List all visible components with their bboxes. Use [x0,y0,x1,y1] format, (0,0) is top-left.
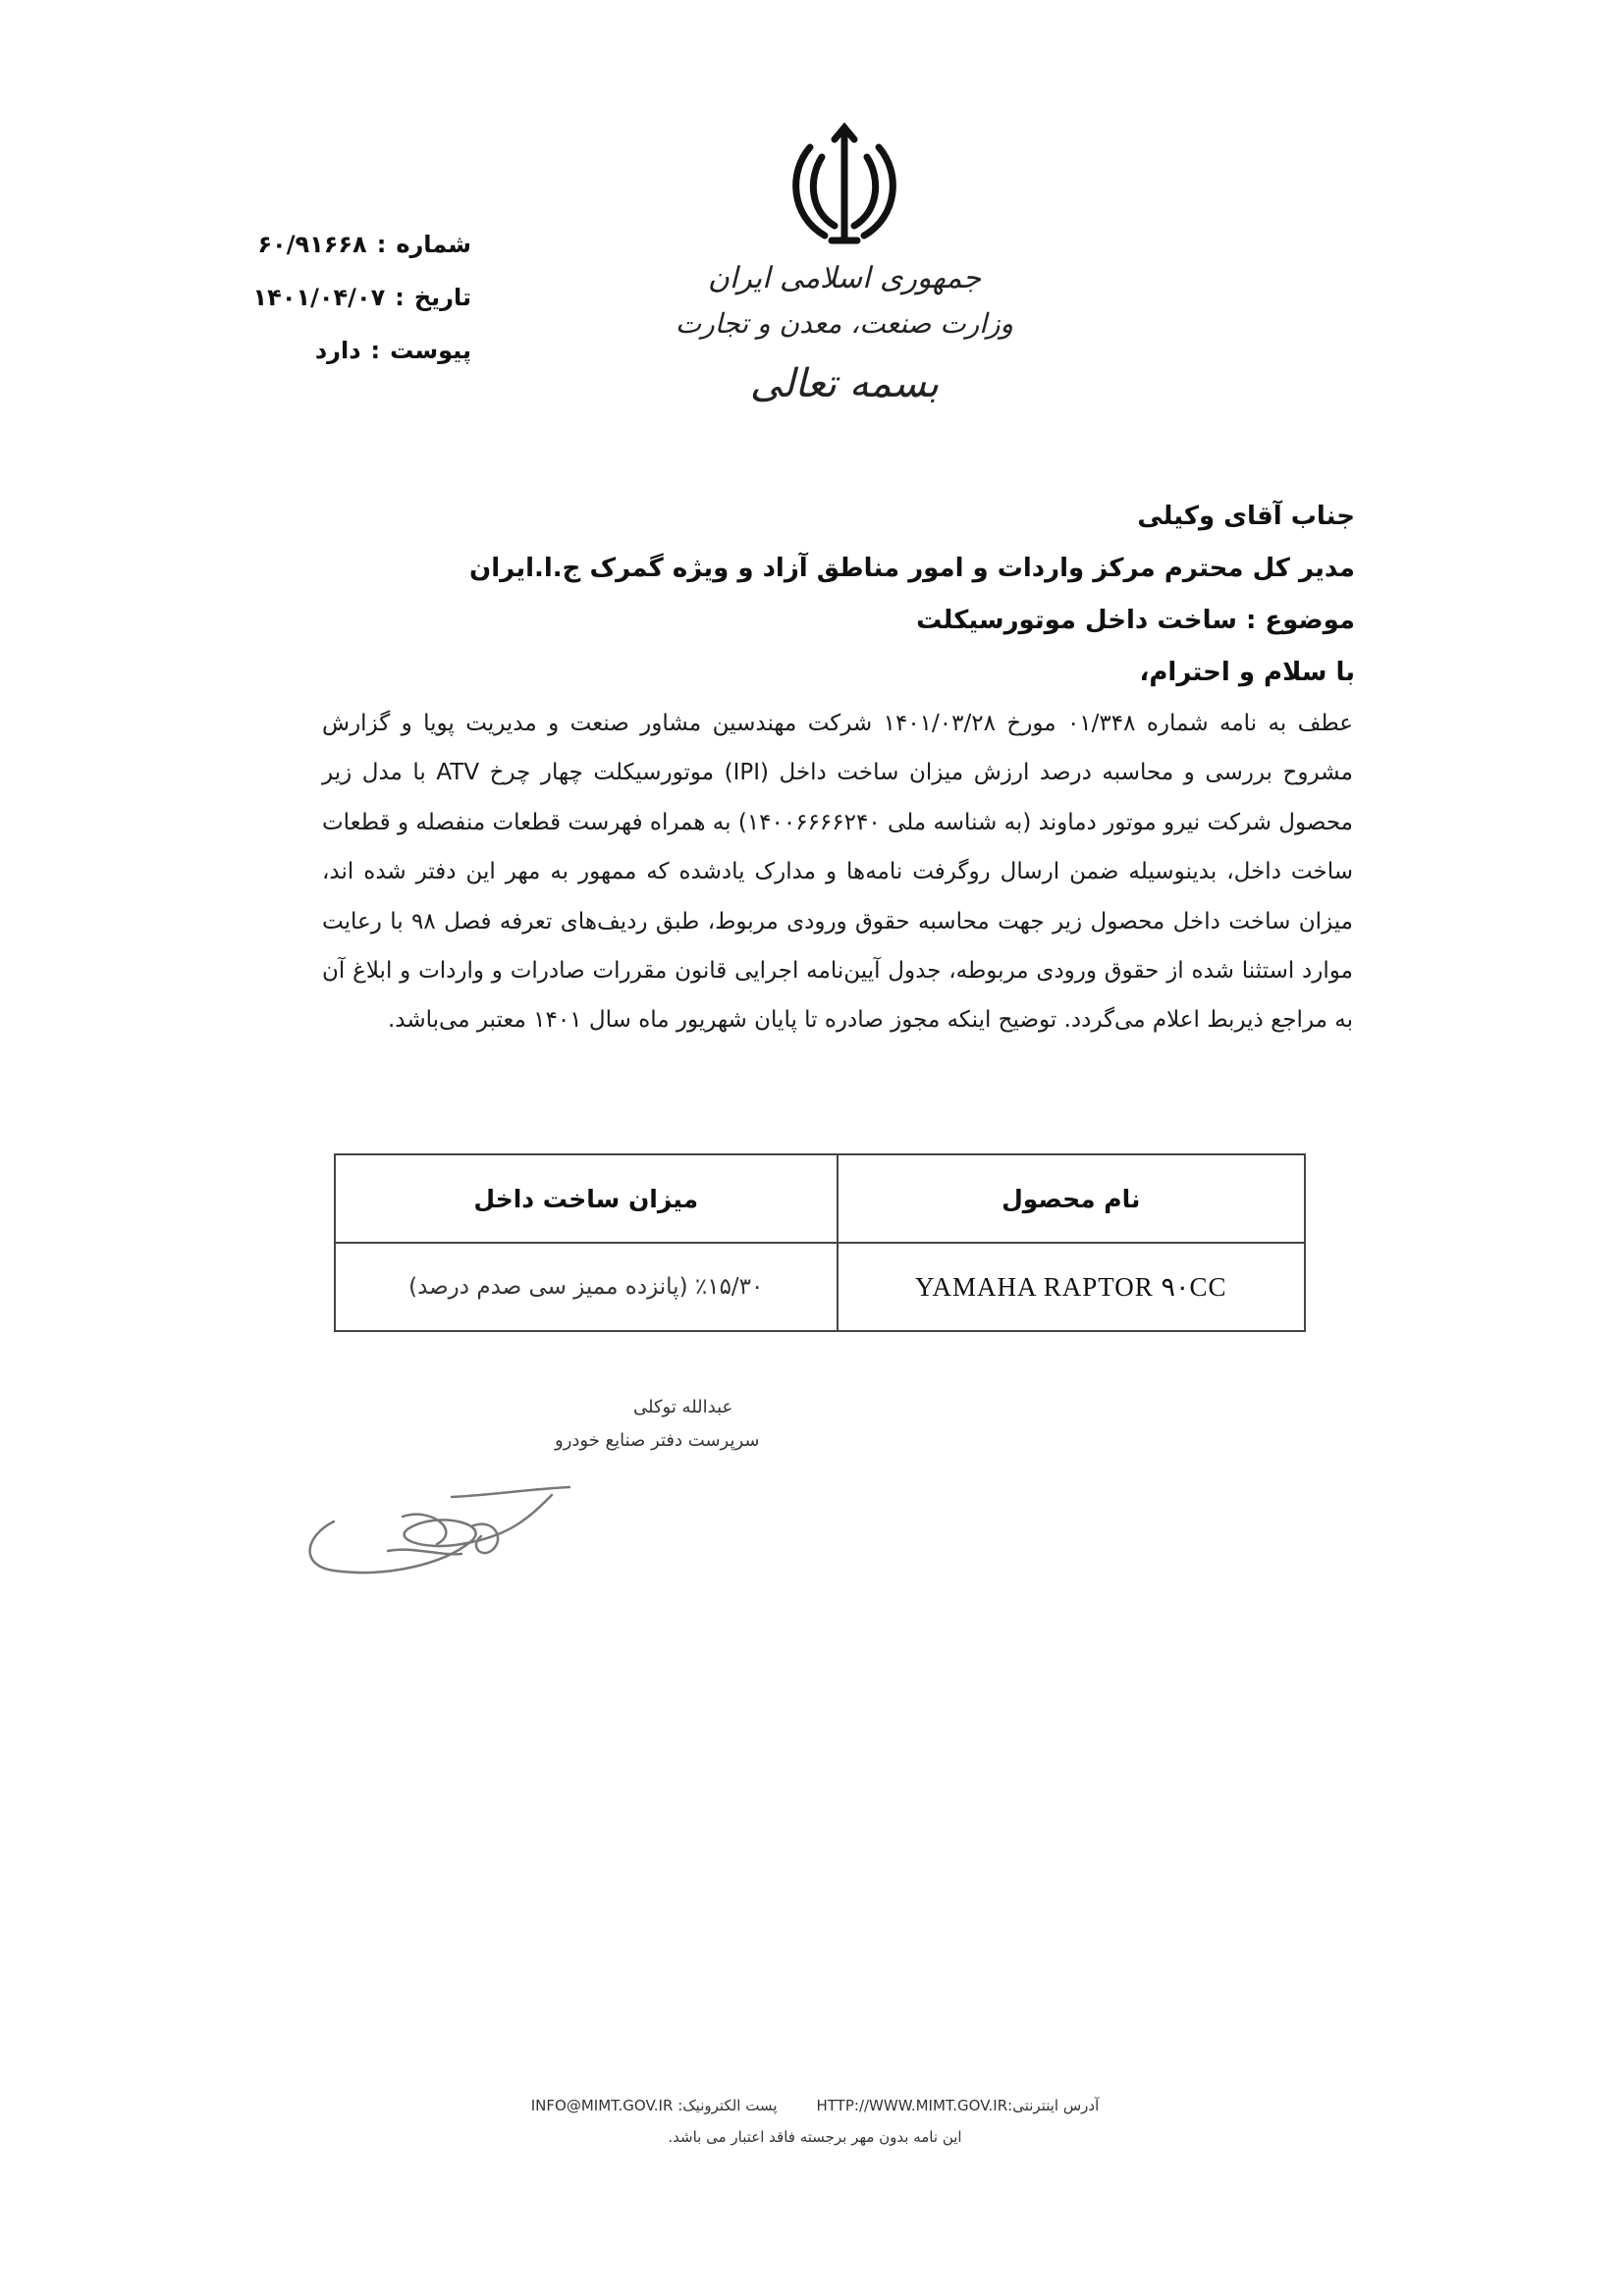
addressee-block [275,491,1355,699]
reference-date-value: ۱۴۰۱/۰۴/۰۷ [252,284,386,311]
separator: : [370,337,381,364]
reference-attachment-value: دارد [314,337,361,364]
bismillah: بسمه تعالی [749,361,940,406]
footer [432,2097,1198,2146]
recipient-name: جناب آقای وکیلی [1137,502,1355,531]
iran-emblem-icon [781,118,908,255]
footer-validity-note: این نامه بدون مهر برجسته فاقد اعتبار می باشد. [668,2128,962,2146]
column-header-local-content: میزان ساخت داخل [335,1154,838,1243]
website-link[interactable]: HTTP://WWW.MIMT.GOV.IR [816,2097,1008,2114]
signature-block [295,1369,884,1585]
reference-block [206,218,471,377]
footer-web-label: آدرس اینترنتی: [1007,2097,1100,2114]
reference-date-row [206,271,471,324]
reference-attachment-row [206,324,471,377]
signer-title: سرپرست دفتر صنایع خودرو [555,1430,760,1451]
separator: : [395,284,405,311]
letterhead [668,118,1021,406]
ministry-name: وزارت صنعت، معدن و تجارت [675,307,1014,340]
table-header-row [335,1154,1305,1243]
greeting: با سلام و احترام، [1139,658,1355,687]
footer-email [531,2097,778,2114]
letter-subject: موضوع : ساخت داخل موتورسیکلت [916,606,1355,635]
footer-web [817,2097,1100,2114]
handwritten-signature-icon [295,1369,884,1585]
table-row [335,1243,1305,1331]
signer-name: عبدالله توکلی [633,1397,733,1417]
column-header-product: نام محصول [838,1154,1306,1243]
footer-email-label: پست الکترونیک: [677,2097,778,2114]
recipient-title: مدیر کل محترم مرکز واردات و امور مناطق آزاد و ویژه گمرک ج.ا.ایران [469,554,1355,583]
product-name-cell: YAMAHA RAPTOR ۹۰CC [838,1243,1306,1331]
reference-attachment-label: پیوست [390,337,471,364]
separator: : [376,231,387,258]
reference-number-value: ۶۰/۹۱۶۶۸ [257,231,367,258]
reference-date-label: تاریخ [413,284,471,311]
email-link[interactable]: INFO@MIMT.GOV.IR [530,2097,674,2114]
footer-contact-line [432,2097,1198,2114]
letter-body: عطف به نامه شماره ۰۱/۳۴۸ مورخ ۱۴۰۱/۰۳/۲۸ شرکت مهندسین مشاور صنعت و مدیریت پویا و گزارش مشروح بررسی و محاسبه درصد ارزش میزان ساخت داخل (IPI) موتورسیکلت چهار چرخ ATV با مدل زیر محصول شرکت نیرو موتور دماوند (به شناسه ملی ۱۴۰۰۶۶۶۶۲۴۰) به همراه فهرست قطعات منفصله و قطعات ساخت داخل، بدینوسیله ضمن ارسال روگرفت نامه‌ها و مدارک یاد‌شده که ممهور به مهر این دفتر شده اند، میزان ساخت داخل محصول زیر جهت محاسبه حقوق ورودی مربوط، طبق ردیف‌های تعرفه فصل ۹۸ با رعایت موارد استثنا شده از حقوق ورودی مربوطه، جدول آیین‌نامه اجرایی قانون مقررات صادرات و واردات و ابلاغ آن به مراجع ذیربط اعلام می‌گردد. توضیح اینکه مجوز صادره تا پایان شهریور ماه سال ۱۴۰۱ معتبر می‌باشد. [322,711,1354,1034]
reference-number-row [206,218,471,271]
product-table [334,1153,1306,1332]
republic-name: جمهوری اسلامی ایران [707,261,982,295]
local-content-cell: ٪۱۵/۳۰ (پانزده ممیز سی صدم درصد) [335,1243,838,1331]
reference-number-label: شماره [396,231,471,258]
